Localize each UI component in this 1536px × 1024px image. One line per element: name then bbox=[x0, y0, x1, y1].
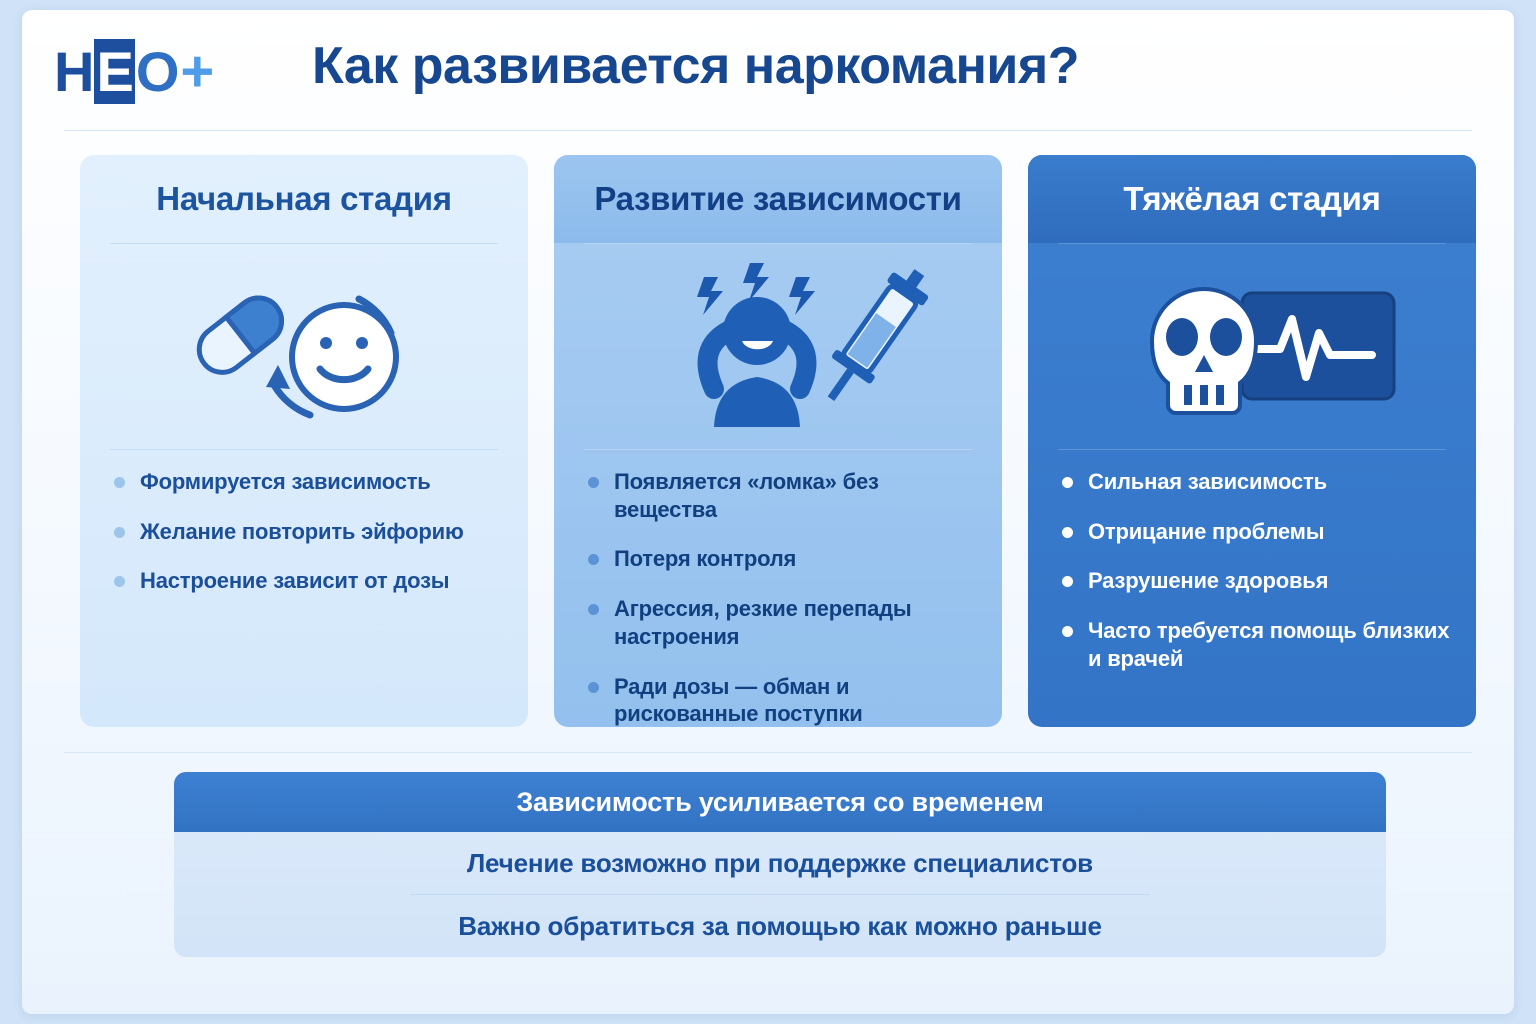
footer-line-2: Важно обратиться за помощью как можно раньше bbox=[458, 910, 1102, 941]
stages-container bbox=[62, 155, 1474, 735]
infographic-poster bbox=[22, 10, 1514, 1014]
stage-card-initial-header bbox=[80, 155, 528, 243]
logo-letter-e: E bbox=[96, 39, 133, 103]
poster-header bbox=[22, 10, 1514, 136]
page-title: Как развивается наркомания? bbox=[312, 37, 1079, 95]
stage-card-development bbox=[554, 155, 1002, 727]
footer-banner: Зависимость усиливается со временем bbox=[174, 772, 1386, 832]
skull-and-heartbeat-icon bbox=[1028, 244, 1476, 449]
stage-card-initial-title: Начальная стадия bbox=[156, 180, 452, 217]
footer-divider bbox=[64, 752, 1472, 753]
list-item: Часто требуется помощь близких и врачей bbox=[1058, 617, 1450, 672]
stage-card-severe-title: Тяжёлая стадия bbox=[1123, 180, 1381, 217]
list-item: Появляется «ломка» без вещества bbox=[584, 468, 976, 523]
list-item: Отрицание проблемы bbox=[1058, 518, 1450, 546]
stage-card-initial-bullets bbox=[80, 468, 528, 595]
stage-card-severe-list-divider bbox=[1058, 449, 1446, 450]
brand-logo bbox=[54, 40, 213, 102]
stage-card-development-bullets bbox=[554, 468, 1002, 727]
list-item: Формируется зависимость bbox=[110, 468, 502, 496]
header-divider bbox=[64, 130, 1472, 131]
logo-letter-n: H bbox=[54, 39, 94, 103]
list-item: Настроение зависит от дозы bbox=[110, 567, 502, 595]
stage-card-severe-bullets bbox=[1028, 468, 1476, 673]
stage-card-development-header bbox=[554, 155, 1002, 243]
footer-panel bbox=[174, 772, 1386, 957]
stage-card-initial bbox=[80, 155, 528, 727]
logo-plus-icon: + bbox=[180, 38, 214, 104]
list-item: Агрессия, резкие перепады настроения bbox=[584, 595, 976, 650]
list-item: Ради дозы — обман и рискованные поступки bbox=[584, 673, 976, 727]
list-item: Сильная зависимость bbox=[1058, 468, 1450, 496]
list-item: Желание повторить эйфорию bbox=[110, 518, 502, 546]
headache-person-and-syringe-icon bbox=[554, 244, 1002, 449]
pill-and-smiley-cycle-icon bbox=[80, 244, 528, 449]
footer-line-1: Лечение возможно при поддержке специалистов bbox=[467, 847, 1093, 878]
stage-card-initial-list-divider bbox=[110, 449, 498, 450]
stage-card-severe-header bbox=[1028, 155, 1476, 243]
stage-card-development-list-divider bbox=[584, 449, 972, 450]
stage-card-severe bbox=[1028, 155, 1476, 727]
stage-card-development-title: Развитие зависимости bbox=[594, 180, 962, 217]
list-item: Потеря контроля bbox=[584, 545, 976, 573]
list-item: Разрушение здоровья bbox=[1058, 567, 1450, 595]
logo-letter-o: O bbox=[135, 39, 179, 103]
